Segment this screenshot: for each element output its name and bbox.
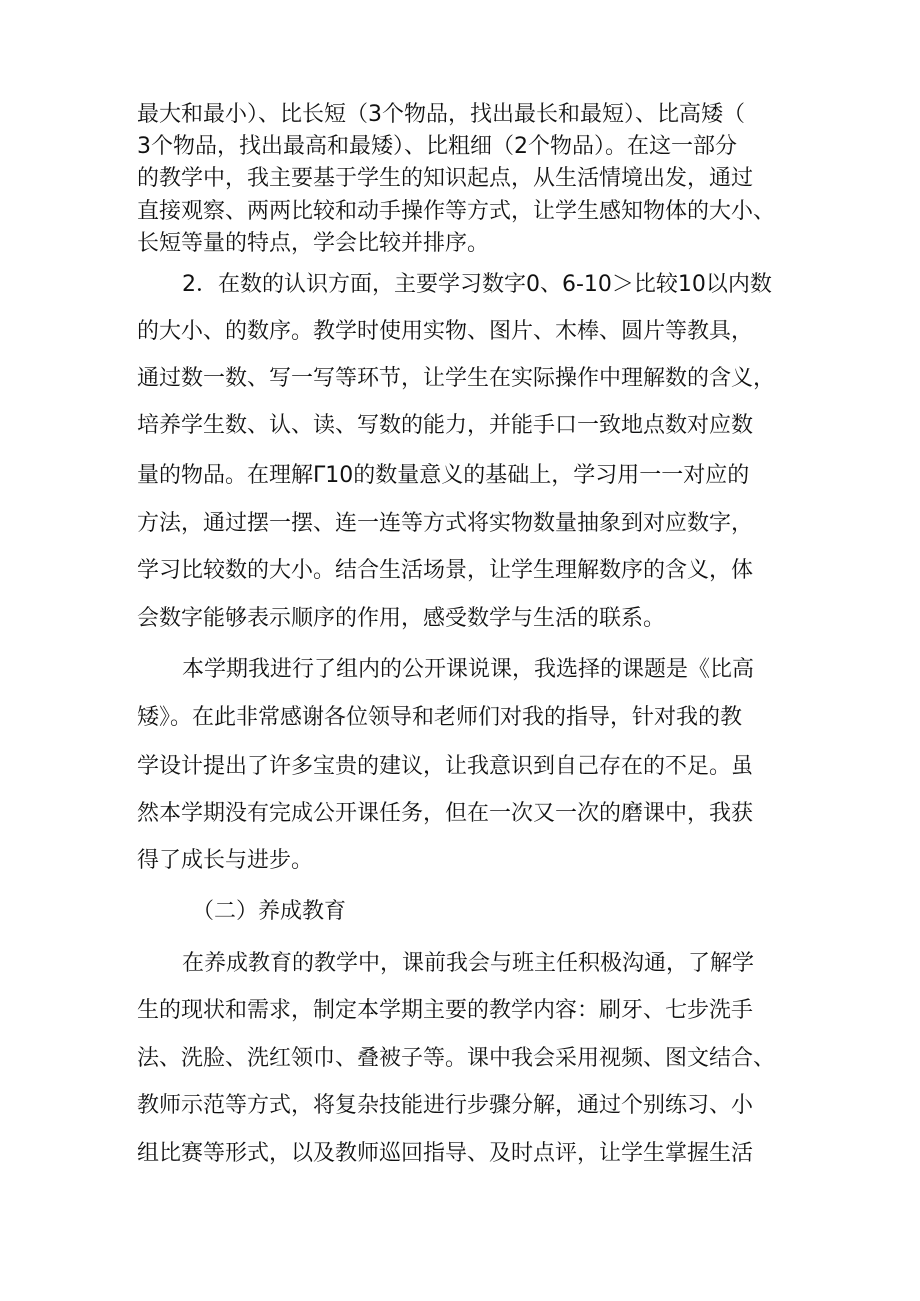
- text-line: 本学期我进行了组内的公开课说课，我选择的课题是《比高: [182, 657, 755, 682]
- text-line: 的教学中，我主要基于学生的知识起点，从生活情境出发，通过: [137, 166, 754, 191]
- text-line: 方法，通过摆一摆、连一连等方式将实物数量抽象到对应数字，: [137, 511, 754, 536]
- text-line: 学设计提出了许多宝贵的建议，让我意识到自己存在的不足。虽: [137, 754, 754, 779]
- text-line: 通过数一数、写一写等环节，让学生在实际操作中理解数的含义，: [137, 366, 776, 391]
- text-line: 2．在数的认识方面，主要学习数字0、6-10＞比较10以内数: [182, 272, 772, 297]
- text-line: 量的物品。在理解Γ10的数量意义的基础上，学习用一一对应的: [137, 463, 750, 488]
- text-line: 生的现状和需求，制定本学期主要的教学内容：刷牙、七步洗手: [137, 998, 754, 1023]
- text-line: 学习比较数的大小。结合生活场景，让学生理解数序的含义，体: [137, 558, 754, 583]
- section-heading: （二）养成教育: [192, 899, 347, 924]
- text-line: 组比赛等形式，以及教师巡回指导、及时点评，让学生掌握生活: [137, 1141, 754, 1166]
- text-line: 法、洗脸、洗红领巾、叠被子等。课中我会采用视频、图文结合、: [137, 1046, 776, 1071]
- text-line: 得了成长与进步。: [137, 848, 314, 873]
- text-line: 教师示范等方式，将复杂技能进行步骤分解，通过个别练习、小: [137, 1093, 754, 1118]
- text-line: 3个物品，找出最高和最矮）、比粗细（2个物品）。在这一部分: [137, 134, 737, 159]
- text-line: 然本学期没有完成公开课任务，但在一次又一次的磨课中，我获: [137, 801, 754, 826]
- text-line: 培养学生数、认、读、写数的能力，并能手口一致地点数对应数: [137, 413, 754, 438]
- text-line: 长短等量的特点，学会比较并排序。: [137, 231, 490, 256]
- text-line: 最大和最小）、比长短（3个物品，找出最长和最短）、比高矮（: [137, 102, 745, 127]
- text-line: 直接观察、两两比较和动手操作等方式，让学生感知物体的大小、: [137, 199, 776, 224]
- text-line: 矮》。在此非常感谢各位领导和老师们对我的指导，针对我的教: [137, 705, 743, 730]
- text-line: 在养成教育的教学中，课前我会与班主任积极沟通，了解学: [182, 951, 755, 976]
- text-line: 的大小、的数序。教学时使用实物、图片、木棒、圆片等教具，: [137, 319, 754, 344]
- text-line: 会数字能够表示顺序的作用，感受数学与生活的联系。: [137, 606, 666, 631]
